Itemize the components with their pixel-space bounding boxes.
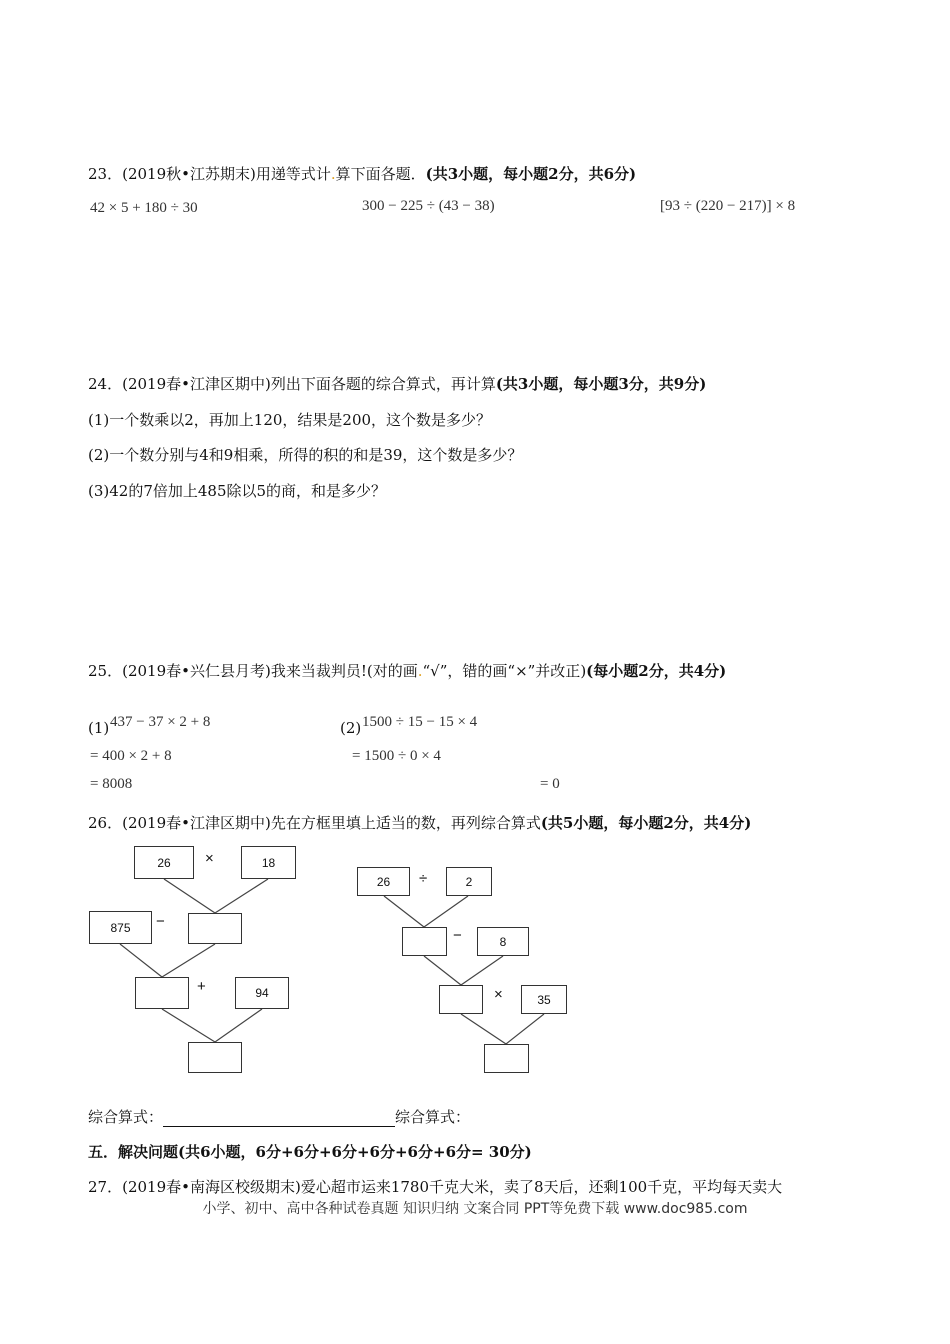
q25-p1-line2: = 400 × 2 + 8 bbox=[90, 748, 172, 764]
tree1-box-a: 26 bbox=[134, 846, 194, 879]
q25-stem: 25．(2019春•兴仁县月考)我来当裁判员!(对的画.“√”，错的画“×”并改正)(每小题2分，共4分) bbox=[88, 662, 727, 680]
tree1-box-result[interactable] bbox=[188, 1042, 242, 1073]
tree1-op-plus: + bbox=[197, 978, 206, 995]
q25-p2-line1: 1500 ÷ 15 − 15 × 4 bbox=[362, 714, 478, 730]
q24-item-1: (1)一个数乘以2，再加上120，结果是200，这个数是多少？ bbox=[88, 411, 492, 429]
tree2-box-blank-1[interactable] bbox=[402, 927, 447, 956]
tree2-op-multiply: × bbox=[494, 986, 503, 1003]
q25-p1-label: (1) bbox=[88, 719, 110, 737]
q23-expr-2: 300 − 225 ÷ (43 − 38) bbox=[362, 198, 495, 214]
page-footer: 小学、初中、高中各种试卷真题 知识归纳 文案合同 PPT等免费下载 www.doc985.com bbox=[202, 1201, 748, 1217]
tree1-box-blank-1[interactable] bbox=[188, 913, 242, 944]
q25-p2-line2: = 1500 ÷ 0 × 4 bbox=[352, 748, 441, 764]
q27-stem: 27．(2019春•南海区校级期末)爱心超市运来1780千克大米，卖了8天后，还剩100千克，平均每天卖大 bbox=[88, 1178, 783, 1196]
q25-p2-line3: = 0 bbox=[540, 776, 560, 792]
q26-stem: 26．(2019春•江津区期中)先在方框里填上适当的数，再列综合算式(共5小题，每小题2分，共4分) bbox=[88, 814, 752, 832]
q23-stem: 23．(2019秋•江苏期末)用递等式计.算下面各题．(共3小题，每小题2分，共6分) bbox=[88, 165, 637, 183]
q25-p2-label: (2) bbox=[340, 719, 362, 737]
section5-title: 五．解决问题(共6小题，6分+6分+6分+6分+6分+6分= 30分) bbox=[88, 1143, 532, 1161]
tree2-box-blank-2[interactable] bbox=[439, 985, 483, 1014]
tree2-box-a: 26 bbox=[357, 867, 410, 896]
q23-expr-1: 42 × 5 + 180 ÷ 30 bbox=[90, 200, 198, 216]
formula-label-2: 综合算式： bbox=[395, 1108, 471, 1126]
q26-score: (共5小题，每小题2分，共4分) bbox=[540, 814, 752, 832]
formula-label-1: 综合算式： bbox=[88, 1108, 164, 1126]
q23-expr-3: [93 ÷ (220 − 217)] × 8 bbox=[660, 198, 796, 214]
formula-answer-line[interactable] bbox=[163, 1112, 395, 1127]
tree1-op-multiply: × bbox=[205, 850, 214, 867]
q25-score: (每小题2分，共4分) bbox=[586, 662, 727, 680]
tree2-box-d: 35 bbox=[521, 985, 567, 1014]
tree1-box-c: 875 bbox=[89, 911, 152, 944]
q24-stem: 24．(2019春•江津区期中)列出下面各题的综合算式，再计算(共3小题，每小题3分，共9分) bbox=[88, 375, 707, 393]
tree1-box-b: 18 bbox=[241, 846, 296, 879]
tree2-op-divide: ÷ bbox=[419, 870, 428, 887]
q26-formula-row bbox=[88, 1107, 470, 1127]
q25-p1-line1: 437 − 37 × 2 + 8 bbox=[110, 714, 211, 730]
tree2-op-minus: − bbox=[453, 927, 462, 944]
q24-item-2: (2)一个数分别与4和9相乘，所得的积的和是39，这个数是多少？ bbox=[88, 446, 523, 464]
q24-item-3: (3)42的7倍加上485除以5的商，和是多少？ bbox=[88, 482, 387, 500]
q23-score: (共3小题，每小题2分，共6分) bbox=[425, 165, 637, 183]
tree2-box-c: 8 bbox=[477, 927, 529, 956]
q25-p1-line3: = 8008 bbox=[90, 776, 133, 792]
tree1-op-minus: − bbox=[156, 913, 165, 930]
tree1-box-d: 94 bbox=[235, 977, 289, 1009]
tree1-box-blank-2[interactable] bbox=[135, 977, 189, 1009]
tree2-box-b: 2 bbox=[446, 867, 492, 896]
tree2-box-result[interactable] bbox=[484, 1044, 529, 1073]
q24-score: (共3小题，每小题3分，共9分) bbox=[495, 375, 707, 393]
